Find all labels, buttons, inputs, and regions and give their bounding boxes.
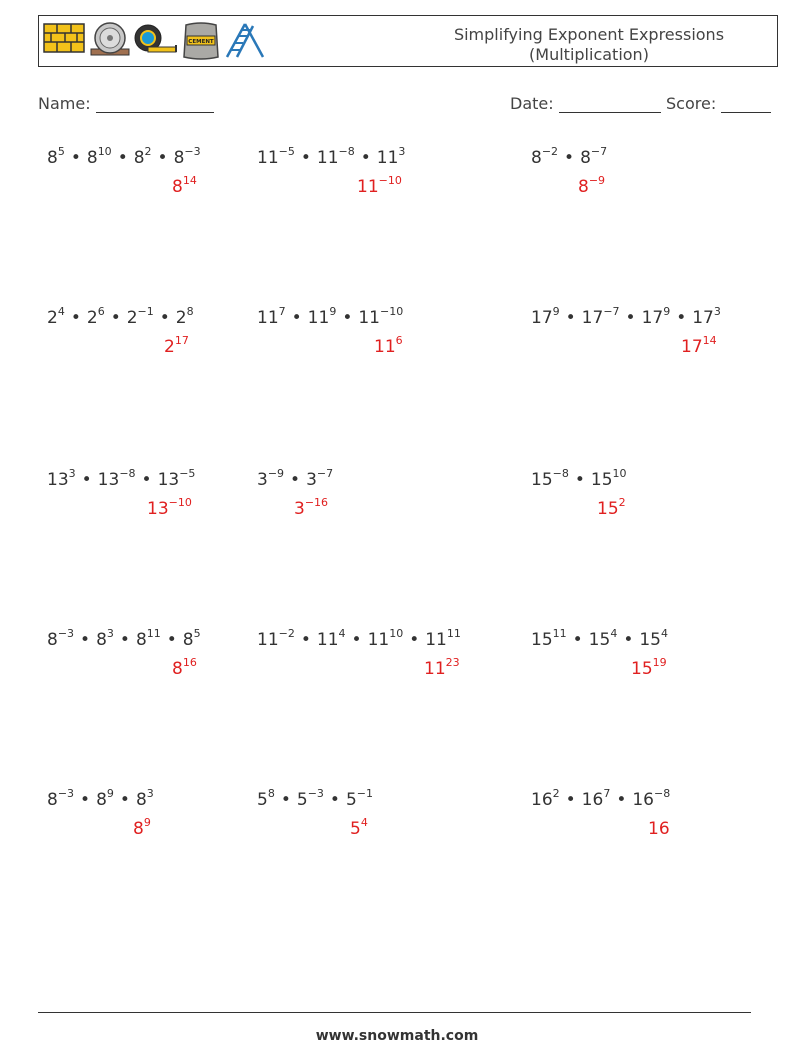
problem-answer [578,174,606,197]
problem-answer [424,656,460,679]
term-exponent: 3 [398,145,406,158]
term-base: 11 [257,148,279,168]
footer-site: www.snowmath.com [315,1028,479,1044]
answer-exponent: 9 [143,816,151,829]
term-base: 8 [96,790,107,810]
problem-expression [531,145,608,168]
multiply-dot: • [342,308,353,328]
worksheet-title [439,25,739,65]
term-exponent: 3 [146,787,154,800]
answer-exponent: 6 [395,334,403,347]
answer-exponent: 14 [702,334,717,347]
score-blank[interactable] [721,96,771,113]
multiply-dot: • [141,470,152,490]
term-exponent: −8 [552,467,569,480]
multiply-dot: • [409,630,420,650]
term-base: 13 [157,470,180,490]
name-blank[interactable] [96,96,214,113]
term-exponent: −5 [278,145,295,158]
term-base: 2 [47,308,58,328]
term-exponent: 8 [186,305,194,318]
problem-expression [531,467,627,490]
problem-expression [47,787,154,810]
term-base: 11 [316,630,339,650]
multiply-dot: • [565,790,576,810]
saw-blade-icon [89,21,131,57]
problem-answer [374,334,403,357]
multiply-dot: • [625,308,636,328]
problem-expression [257,627,461,650]
answer-base: 5 [350,819,361,839]
term-exponent: 9 [552,305,560,318]
problem-answer [357,174,402,197]
term-base: 2 [126,308,138,328]
multiply-dot: • [159,308,170,328]
problem-answer [597,496,626,519]
answer-base: 8 [133,819,144,839]
multiply-dot: • [81,470,92,490]
term-base: 11 [316,148,339,168]
answer-exponent: 19 [652,656,667,669]
answer-base: 17 [681,337,703,357]
term-exponent: −2 [541,145,559,158]
term-base: 16 [531,790,553,810]
answer-base: 2 [164,337,175,357]
bricks-icon [43,21,85,55]
cement-bag-icon [181,21,221,61]
ladder-icon [223,21,265,61]
term-base: 3 [306,470,317,490]
term-base: 17 [581,308,604,328]
problem-expression [531,787,671,810]
term-exponent: 2 [144,145,152,158]
term-base: 11 [257,308,279,328]
term-base: 13 [97,470,120,490]
multiply-dot: • [117,148,128,168]
date-label: Date: [510,94,554,113]
problem-answer [164,334,189,357]
answer-exponent: −16 [304,496,329,509]
term-base: 15 [639,630,661,650]
multiply-dot: • [166,630,177,650]
term-base: 3 [257,470,268,490]
multiply-dot: • [676,308,687,328]
problem-expression [47,145,201,168]
term-base: 2 [86,308,98,328]
term-exponent: 10 [389,627,404,640]
answer-base: 11 [357,177,379,197]
term-base: 15 [531,630,553,650]
term-exponent: 4 [610,627,618,640]
term-base: 13 [47,470,69,490]
term-base: 17 [692,308,714,328]
answer-base: 15 [631,659,653,679]
term-exponent: −10 [379,305,404,318]
multiply-dot: • [360,148,371,168]
term-exponent: 3 [106,627,114,640]
answer-exponent: −10 [378,174,402,187]
term-exponent: 5 [193,627,201,640]
term-base: 8 [96,630,107,650]
term-base: 17 [531,308,553,328]
term-exponent: −7 [603,305,620,318]
cement-label: CEMENT [188,39,214,45]
multiply-dot: • [119,630,130,650]
title-line-2: (Multiplication) [529,45,649,64]
term-exponent: −8 [119,467,136,480]
term-exponent: −5 [179,467,196,480]
date-blank[interactable] [559,96,661,113]
term-exponent: 9 [329,305,337,318]
multiply-dot: • [616,790,627,810]
answer-exponent: 2 [618,496,626,509]
problem-expression [257,467,334,490]
multiply-dot: • [623,630,634,650]
answer-base: 8 [172,659,183,679]
answer-base: 8 [172,177,183,197]
problem-expression [531,305,721,328]
term-exponent: 9 [663,305,671,318]
problem-answer [681,334,717,357]
multiply-dot: • [572,630,583,650]
term-exponent: 10 [97,145,112,158]
multiply-dot: • [80,630,91,650]
multiply-dot: • [574,470,585,490]
term-exponent: 7 [278,305,286,318]
answer-exponent: 16 [182,656,197,669]
term-base: 11 [425,630,447,650]
multiply-dot: • [290,470,301,490]
term-exponent: 11 [552,627,567,640]
term-base: 8 [135,630,147,650]
term-base: 15 [588,630,611,650]
term-exponent: 4 [660,627,668,640]
answer-base: 16 [648,819,670,839]
problem-expression [47,627,201,650]
term-exponent: −1 [137,305,154,318]
term-exponent: −3 [57,787,75,800]
term-base: 5 [345,790,357,810]
tape-measure-icon [133,21,177,57]
term-exponent: 2 [552,787,560,800]
term-base: 8 [47,630,58,650]
answer-base: 11 [424,659,446,679]
problem-answer [631,656,667,679]
name-field [38,94,214,113]
multiply-dot: • [329,790,340,810]
term-exponent: 4 [338,627,346,640]
answer-base: 3 [294,499,305,519]
problem-answer [294,496,329,519]
answer-exponent: 17 [174,334,189,347]
score-field [666,94,771,113]
answer-base: 15 [597,499,619,519]
problem-expression [47,467,196,490]
term-exponent: −8 [653,787,671,800]
term-base: 15 [590,470,613,490]
term-exponent: 11 [446,627,461,640]
multiply-dot: • [565,308,576,328]
term-base: 8 [47,790,58,810]
term-exponent: −8 [338,145,355,158]
multiply-dot: • [80,790,91,810]
multiply-dot: • [564,148,575,168]
worksheet-header [38,15,778,67]
term-base: 8 [580,148,591,168]
multiply-dot: • [351,630,362,650]
term-exponent: −3 [57,627,75,640]
term-base: 11 [367,630,390,650]
term-base: 16 [581,790,604,810]
problem-answer [172,656,197,679]
name-label: Name: [38,94,91,113]
multiply-dot: • [157,148,168,168]
term-exponent: −7 [316,467,334,480]
problem-expression [47,305,194,328]
term-base: 16 [632,790,654,810]
term-base: 11 [358,308,380,328]
problem-answer [172,174,197,197]
multiply-dot: • [70,148,81,168]
term-exponent: 3 [713,305,721,318]
multiply-dot: • [119,790,130,810]
term-base: 5 [257,790,268,810]
multiply-dot: • [300,630,311,650]
answer-exponent: −10 [168,496,192,509]
multiply-dot: • [300,148,311,168]
term-base: 8 [173,148,185,168]
term-exponent: −1 [356,787,373,800]
term-exponent: 10 [612,467,627,480]
term-base: 8 [182,630,194,650]
answer-exponent: 23 [445,656,460,669]
term-exponent: −2 [278,627,295,640]
answer-base: 11 [374,337,396,357]
multiply-dot: • [291,308,302,328]
term-base: 17 [641,308,664,328]
problem-answer [133,816,151,839]
term-base: 5 [296,790,308,810]
problem-answer [648,819,670,839]
term-base: 8 [86,148,98,168]
answer-exponent: 4 [360,816,368,829]
term-exponent: −3 [307,787,324,800]
term-exponent: 9 [106,787,114,800]
problem-expression [531,627,668,650]
term-exponent: 3 [68,467,76,480]
term-exponent: 11 [146,627,161,640]
term-exponent: 4 [57,305,65,318]
answer-exponent: 14 [182,174,197,187]
term-base: 8 [135,790,147,810]
term-exponent: 6 [97,305,105,318]
problem-expression [257,305,404,328]
answer-exponent: −9 [588,174,606,187]
multiply-dot: • [70,308,81,328]
multiply-dot: • [110,308,121,328]
answer-base: 8 [578,177,589,197]
term-base: 2 [175,308,187,328]
term-exponent: 8 [267,787,275,800]
term-base: 8 [47,148,58,168]
term-exponent: −9 [267,467,285,480]
term-base: 8 [133,148,145,168]
term-exponent: −3 [184,145,201,158]
problem-expression [257,145,406,168]
problem-expression [257,787,373,810]
multiply-dot: • [280,790,291,810]
problem-answer [147,496,192,519]
term-base: 15 [531,470,553,490]
title-line-1: Simplifying Exponent Expressions [453,25,725,44]
term-base: 11 [257,630,279,650]
term-exponent: 7 [603,787,611,800]
term-base: 8 [531,148,542,168]
term-exponent: 5 [57,145,65,158]
footer-divider [38,1012,751,1013]
term-base: 11 [307,308,330,328]
problem-answer [350,816,368,839]
term-exponent: −7 [590,145,608,158]
term-base: 11 [376,148,399,168]
score-label: Score: [666,94,717,113]
date-field [510,94,661,113]
answer-base: 13 [147,499,169,519]
